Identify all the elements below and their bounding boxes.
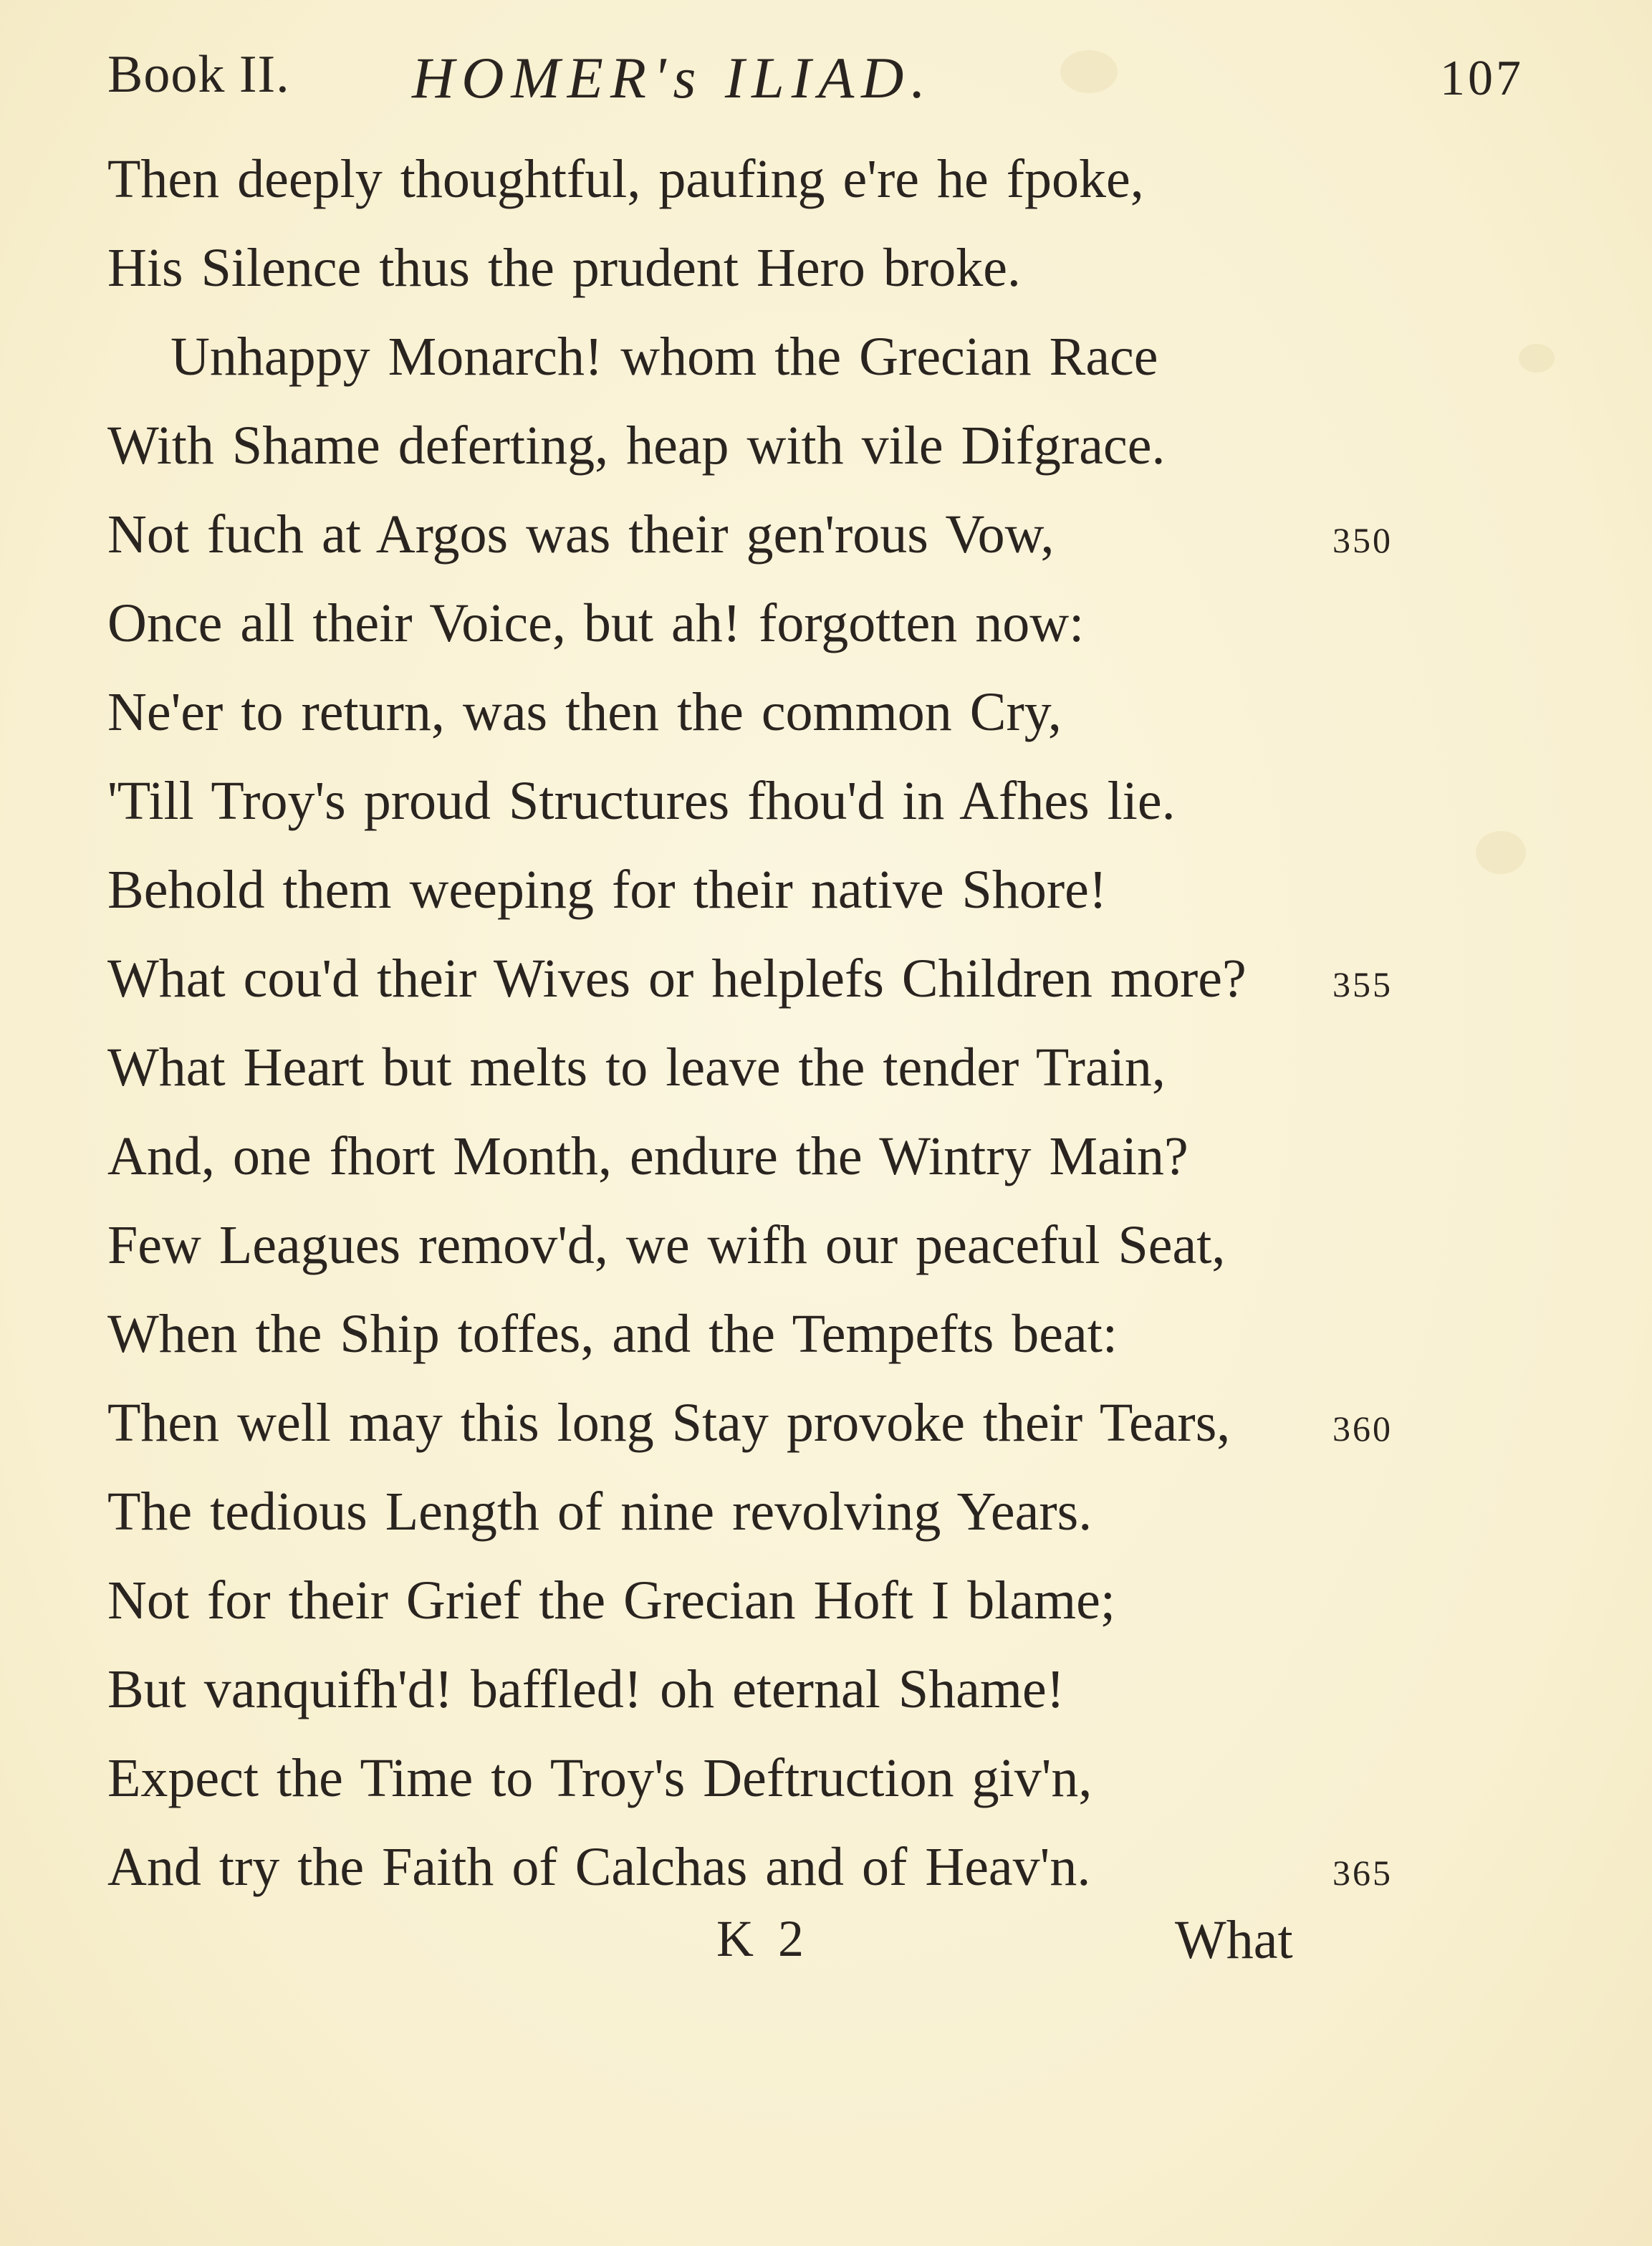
verse-line: What Heart but melts to leave the tender Train, (107, 1037, 1166, 1098)
running-header (0, 44, 1652, 123)
book-word: Book (107, 45, 226, 104)
verse-line: And try the Faith of Calchas and of Heav'n. (107, 1837, 1091, 1897)
verse-line: With Shame deferting, heap with vile Difgrace. (107, 416, 1166, 476)
line-number: 350 (1332, 520, 1393, 560)
verse-line: Expect the Time to Troy's Deftruction giv'n, (107, 1748, 1092, 1808)
verse-line: Once all their Voice, but ah! forgotten now: (107, 593, 1085, 653)
verse-line: 'Till Troy's proud Structures fhou'd in Afhes lie. (107, 771, 1176, 831)
page-number: 107 (1440, 51, 1524, 106)
line-number: 355 (1332, 964, 1393, 1004)
running-title: HOMER's ILIAD. (412, 45, 933, 110)
verse-line: Then well may this long Stay provoke their Tears, (107, 1393, 1231, 1453)
verse-line: When the Ship toffes, and the Tempefts beat: (107, 1304, 1118, 1364)
verse-line: The tedious Length of nine revolving Years. (107, 1482, 1092, 1542)
signature-mark: K 2 (716, 1910, 810, 1967)
verse-line: Not for their Grief the Grecian Hoft I blame; (107, 1570, 1116, 1631)
verse-line: Ne'er to return, was then the common Cry, (107, 682, 1062, 742)
verse-line: But vanquifh'd! baffled! oh eternal Shame! (107, 1659, 1065, 1719)
book-label (107, 44, 290, 105)
verse-line: Then deeply thoughtful, paufing e're he fpoke, (107, 149, 1144, 209)
verse-line: Few Leagues remov'd, we wifh our peaceful Seat, (107, 1215, 1226, 1275)
verse-line: Unhappy Monarch! whom the Grecian Race (171, 327, 1158, 387)
line-number: 365 (1332, 1853, 1393, 1893)
foxing-spot (1476, 831, 1526, 874)
verse-line: Behold them weeping for their native Shore! (107, 860, 1108, 920)
page-footer (0, 1909, 1652, 1988)
foxing-spot (1519, 344, 1555, 373)
catchword: What (1175, 1910, 1293, 1970)
line-number: 360 (1332, 1408, 1393, 1449)
book-number: II. (239, 45, 290, 104)
verse-line: His Silence thus the prudent Hero broke. (107, 238, 1021, 298)
verse-line: Not fuch at Argos was their gen'rous Vow, (107, 504, 1055, 565)
verse-line: What cou'd their Wives or helplefs Children more? (107, 949, 1247, 1009)
verse-line: And, one fhort Month, endure the Wintry Main? (107, 1126, 1188, 1186)
